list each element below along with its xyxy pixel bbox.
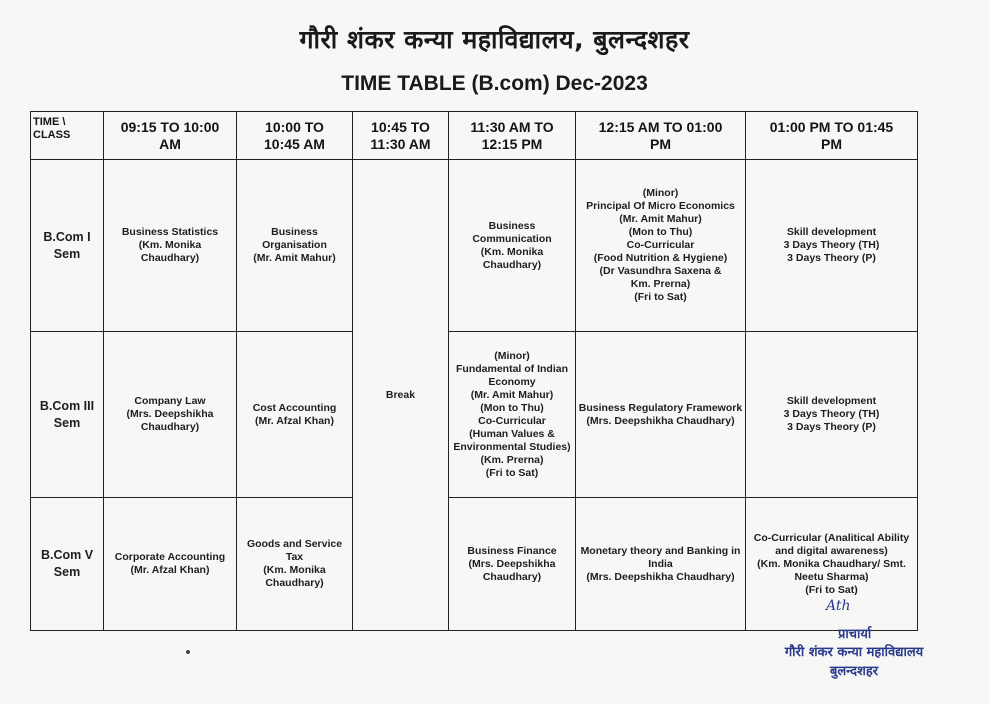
slot-header: 12:15 AM TO 01:00 PM xyxy=(576,112,746,160)
period-cell: Corporate Accounting (Mr. Afzal Khan) xyxy=(104,498,237,631)
timetable xyxy=(30,111,918,631)
period-cell: Cost Accounting (Mr. Afzal Khan) xyxy=(237,332,353,498)
seal-college-name: गौरी शंकर कन्या महाविद्यालय xyxy=(784,645,924,660)
period-cell: Goods and Service Tax (Km. Monika Chaudhary) xyxy=(237,498,353,631)
table-row xyxy=(31,332,918,498)
class-cell: B.Com V Sem xyxy=(31,498,104,631)
class-cell: B.Com III Sem xyxy=(31,332,104,498)
table-row xyxy=(31,498,918,631)
timetable-title: TIME TABLE (B.com) Dec-2023 xyxy=(341,72,648,95)
period-cell: Monetary theory and Banking in India (Mrs. Deepshikha Chaudhary) xyxy=(576,498,746,631)
period-cell: Company Law (Mrs. Deepshikha Chaudhary) xyxy=(104,332,237,498)
slot-header: 01:00 PM TO 01:45 PM xyxy=(746,112,918,160)
period-cell xyxy=(746,160,918,332)
skill-heading: Skill development xyxy=(786,395,877,407)
period-cell: Business Regulatory Framework (Mrs. Deepshikha Chaudhary) xyxy=(576,332,746,498)
table-row xyxy=(31,160,918,332)
period-cell: Business Finance (Mrs. Deepshikha Chaudhary) xyxy=(449,498,576,631)
corner-header: TIME \ CLASS xyxy=(31,112,104,160)
class-cell: B.Com I Sem xyxy=(31,160,104,332)
slot-header: 11:30 AM TO 12:15 PM xyxy=(449,112,576,160)
header-row xyxy=(31,112,918,160)
co-curricular-detail: Co-Curricular (Analitical Ability and digital awareness) (Km. Monika Chaudhary/ Smt. Neetu Sharma) (Fri to Sat) xyxy=(753,531,910,596)
period-cell xyxy=(746,332,918,498)
period-cell: Business Statistics (Km. Monika Chaudhary) xyxy=(104,160,237,332)
period-cell: (Minor) Principal Of Micro Economics (Mr. Amit Mahur) (Mon to Thu) Co-Curricular (Food Nutrition & Hygiene) (Dr Vasundhra Saxena & Km. Prerna) (Fri to Sat) xyxy=(576,160,746,332)
period-cell: Business Organisation (Mr. Amit Mahur) xyxy=(237,160,353,332)
skill-heading: Skill development xyxy=(786,226,877,238)
ink-dot xyxy=(186,650,190,654)
period-cell: Business Communication (Km. Monika Chaudhary) xyxy=(449,160,576,332)
seal-city: बुलन्दशहर xyxy=(829,664,879,679)
break-cell: Break xyxy=(353,160,449,631)
skill-detail: 3 Days Theory (TH) 3 Days Theory (P) xyxy=(783,239,880,264)
principal-title: प्राचार्या xyxy=(838,627,872,642)
slot-header: 10:45 TO 11:30 AM xyxy=(353,112,449,160)
slot-header: 10:00 TO 10:45 AM xyxy=(237,112,353,160)
principal-signature: Ath xyxy=(826,598,851,614)
slot-header: 09:15 TO 10:00 AM xyxy=(104,112,237,160)
college-name: गौरी शंकर कन्या महाविद्यालय, बुलन्दशहर xyxy=(299,25,690,54)
skill-detail: 3 Days Theory (TH) 3 Days Theory (P) xyxy=(783,408,880,433)
period-cell: (Minor) Fundamental of Indian Economy (Mr. Amit Mahur) (Mon to Thu) Co-Curricular (Human Values & Environmental Studies) (Km. Prerna) (Fri to Sat) xyxy=(449,332,576,498)
